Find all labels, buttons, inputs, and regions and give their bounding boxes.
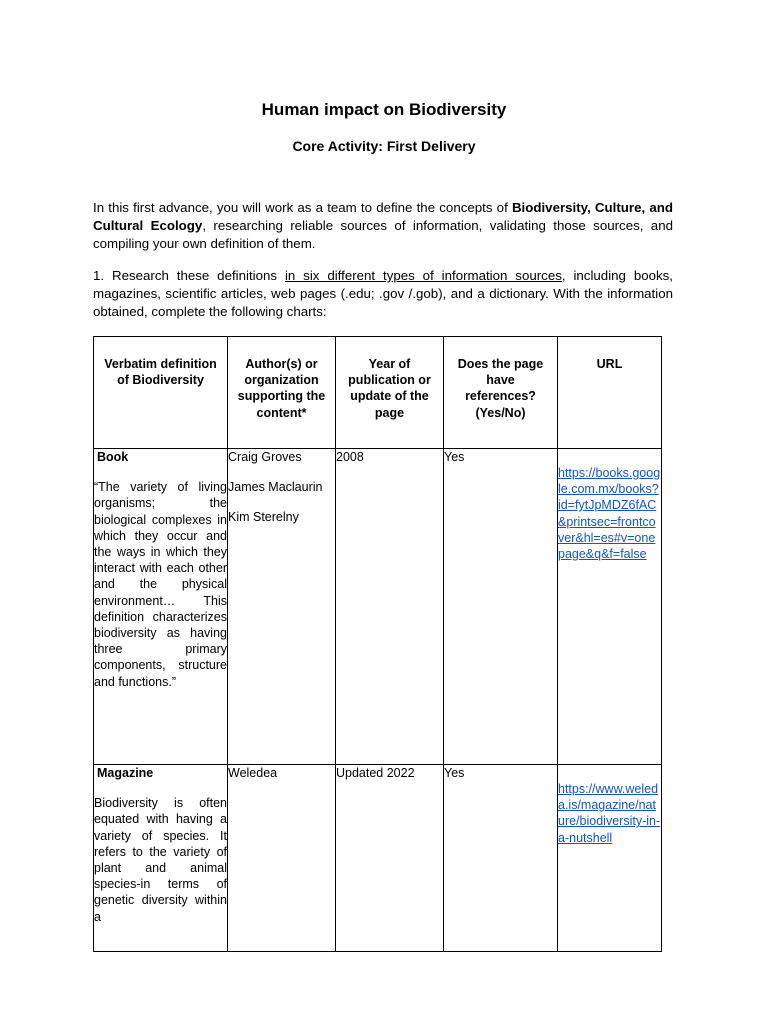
source-type-label: Book (97, 450, 129, 464)
intro-text-end: , researching reliable sources of information, validating those sources, and compiling your own definition of them. (93, 218, 673, 251)
header-references: Does the page have references? (Yes/No) (444, 337, 558, 449)
biodiversity-sources-table (93, 336, 662, 952)
table-row (94, 449, 662, 765)
url-cell (558, 449, 662, 765)
document-subtitle: Core Activity: First Delivery (292, 138, 476, 154)
intro-text-start: In this first advance, you will work as a team to define the concepts of (93, 200, 512, 215)
references-cell: Yes (444, 765, 558, 952)
table-header-row (94, 337, 662, 449)
author-name: Kim Sterelny (228, 510, 299, 525)
instruction-underlined-text: in six different types of information sources (284, 268, 562, 283)
header-url: URL (558, 337, 662, 449)
authors-cell (228, 765, 336, 952)
intro-key-concepts: Biodiversity, Culture, and Cultural Ecology (93, 200, 673, 233)
authors-cell (228, 449, 336, 765)
year-cell: Updated 2022 (336, 765, 444, 952)
intro-paragraph (93, 199, 673, 253)
source-type-label: Magazine (97, 766, 154, 780)
header-authors: Author(s) or organization supporting the content* (228, 337, 336, 449)
definition-text: “The variety of living organisms; the biological complexes in which they occur and the ways in which they interact with each other and the physical environment… This definition characterizes biodiversity as having three primary components, structure and functions.” (94, 480, 227, 689)
source-url-link[interactable]: https://www.weleda.is/magazine/nature/biodiversity-in-a-nutshell (558, 782, 661, 845)
author-name: Weledea (228, 766, 278, 780)
table-row (94, 765, 662, 952)
definition-text: Biodiversity is often equated with having a variety of species. It refers to the variety of plant and animal species-in terms of genetic diversity within a (94, 796, 227, 924)
header-verbatim-definition: Verbatim definition of Biodiversity (94, 337, 228, 449)
definition-cell (94, 449, 228, 765)
instruction-paragraph (93, 267, 673, 321)
references-cell: Yes (444, 449, 558, 765)
instruction-text-start: 1. Research these definitions (93, 268, 285, 283)
year-cell: 2008 (336, 449, 444, 765)
instruction-text-end: , including books, magazines, scientific articles, web pages (.edu; .gov /.gob), and a dictionary. With the information obtained, complete the following charts: (93, 268, 674, 319)
document-title: Human impact on Biodiversity (261, 100, 507, 119)
definition-cell (94, 765, 228, 952)
author-name: Craig Groves (228, 450, 302, 464)
url-cell (558, 765, 662, 952)
source-url-link[interactable]: https://books.google.com.mx/books?id=fytJpMDZ6fAC&printsec=frontcover&hl=es#v=onepage&q&f=false (558, 466, 661, 562)
author-name: James Maclaurin (228, 480, 323, 495)
header-year: Year of publication or update of the page (336, 337, 444, 449)
